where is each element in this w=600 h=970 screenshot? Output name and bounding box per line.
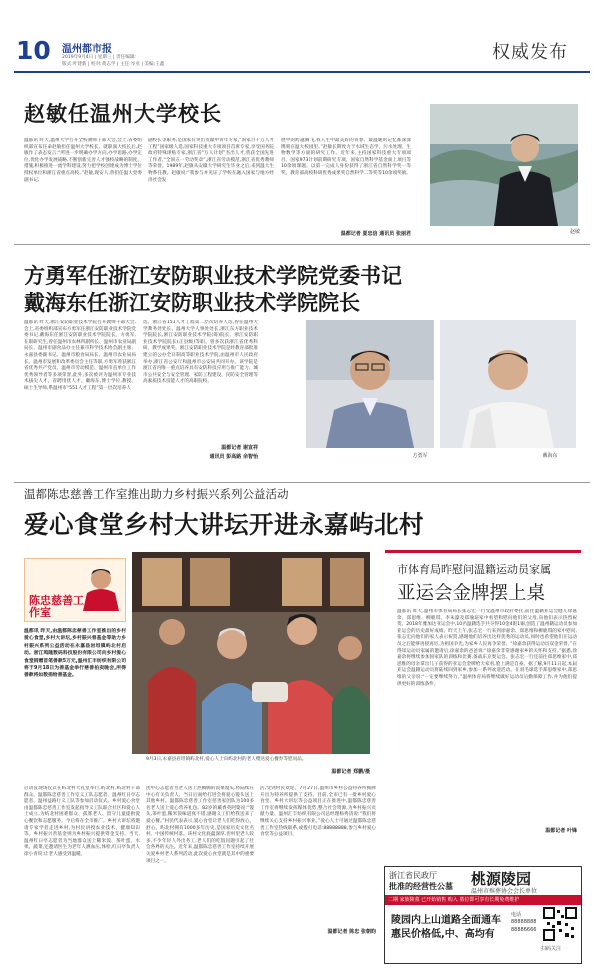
article-4-text: 温都讯 昨天,温州市体育局局长张志宏一行受温州市政府委托,前往温籍亚运会健儿徐嘉余、郑思维、柳鹿琪、李朱濠及郑瑜瑄家中看望和慰问他们的父母,向他们表示热烈祝贺。2018年雅加达亚运会中,10名温籍选手共夺得10金4银1铜,创造了温州籍运动员参加亚运会的历史最好成绩。昨天上午,张志宏一行来到徐嘉余、郑思维和柳鹿琪的家中慰问,张志宏向他们的家人表示祝贺,感谢他们培养出这样优秀的运动员,同时也希望他们在运动员之后能够再接再厉,为祖国争光,为家乡人民再争荣誉。“徐嘉余获得运动员双金荣誉。”在得知运动员家属的邀请后,徐嘉余的爸爸说:“徐嘉余非常感谢家乡的关怀和支持。”据悉,徐嘉余将继续参加国家队的训练和比赛,备战东京奥运会。张志宏一行还前往郑思维家中,郑思维的母亲拿出儿子获得的亚运会金牌给大家看,脸上满是自豪。据了解,9月11日起,本届亚运会温籍运动员将陆续回到家乡,参加一系列欢迎活动。在羽毛球选手郑思维家中,郑思维的父亲说:“一定要继续努力。”温州体育局将继续做好运动员后勤保障工作,并为他们提供更好的训练条件。 [397,609,577,687]
article-4-kicker: 市体育局昨慰问温籍运动员家属 [397,563,551,576]
ad-qr-label: 扫码关注 [541,946,562,952]
article-2-photo-2 [440,320,576,448]
divider-2 [14,482,590,483]
article-2-photo-1 [306,320,434,448]
page-number: 10 [16,36,51,65]
chenzhong-logo [24,558,126,622]
article-2-byline-2: 通讯员 彭高路 余智怡 [209,454,258,460]
date-line: 2019年9月4日 | 星期三 | 责任编辑: [62,55,136,60]
article-2-photo-2-caption: 戴海东 [542,453,558,459]
article-3-kicker: 温都陈忠慈善工作室推出助力乡村振兴系列公益活动 [24,487,289,501]
article-2-headline-1: 方勇军任浙江安防职业技术学院党委书记 [24,264,402,288]
article-3-photo-caption: 9月3日,永嘉县岩坦镇屿北村,爱心人士向屿北村的老人赠送爱心餐券等慰问品。 [146,757,307,762]
ad-qr-code [543,907,577,941]
ad-phone-label: 电话 [511,912,522,918]
article-3-photo [132,552,370,754]
ad-phone-2: 88886666 [511,927,537,933]
article-1-col-3: 展中的跨越腾飞,我人生中最美好的青春、最温暖的记忆都深深镌刻在温大校园里。”赵敏长期致力于水域生态学、污水处理、生物数学等方面的研究工作。近年来,主持国家科技重大专项项目、国家973计划前期研究专项、国家自然科学基金面上项目等10余项课题。以第一完成人身份获得了浙江省自然科学奖一等奖、教育部高校科研优秀成果奖自然科学二等奖等10余项奖励。 [281,138,411,176]
article-1-byline: 温都记者 夏忠信 通讯员 张丽君 [340,231,411,237]
article-3-col-3: 活,受到村民欢迎。7月27日,温州市乡村公益特养所揭牌开出为特养所提供了支持。目前,全市已有一批乡村爱心食堂、乡村大讲坛等公益项目正在推进中,温都陈忠慈善工作室将继续发挥媒体优势,整合社会资源,为乡村振兴贡献力量。温州汇丰纺织有限公司总经理杨秀清说:“我们将继续关心支持乡村振兴事业。”爱心人士可通过温都陈忠慈善工作室热线联系,或拨打电话:88888888,参与乡村爱心食堂等公益项目。 [260,786,376,838]
article-2-byline-1: 温都记者 谢宣祥 [221,445,258,451]
ad-line-2: 惠民价格低,中、高均有 [391,929,495,940]
editor-line: 版式:叶建新 | 校对:黄志学 | 主任:岑亚 | 美编:王鑫 [62,62,165,67]
ad-issuer: 浙江省民政厅 [389,871,437,880]
article-4-box [385,550,581,840]
article-1-photo-caption: 赵敏 [569,229,580,235]
article-1-col-1: 温都讯 昨天,温州大学召开全校教师干部大会,会上,省委组织部宣布任命赵敏担任温州大学校长。就职演大校长后,赵敏作了表态发言:“所进一步明确办学方向,办学思路,办学定位,优化办学发展战略,不断创新完善人才强校战略的制度、措施,积极推进一流学科建设,努力把学校创建成为博士学位授权单位和浙江省重点高校。”赵敏,现安人,曾担任温大党委副书记, [24,138,142,183]
article-2-col-2: 选、浙江省151人才工程第二层次培养人选,曾任温州大学教务处处长、温州大学人事处处长,浙江东方职业技术学院院长,浙江安防职业技术学院(筹)院长、浙江安防职业技术学院院长(正县级)等职。曾多次获浙江省优秀科研、教学成果奖。浙江安防职业技术学院是经教育部批准建立的公办全日制高等职业技术学院,由温州市人民政府举办,浙江省公安厅和温州市公安局共同开办。该学院是浙江省内唯一重点培养具有安防科技应用与推广能力、城市公共安全与安全管理、家防工程建设、民防安全管理等高素质技术技能人才的高职院校。 [143,320,258,385]
masthead [14,36,590,70]
ad-phone-1: 88888888 [511,919,537,925]
article-3-headline: 爱心食堂乡村大讲坛开进永嘉屿北村 [24,510,424,539]
article-3-col-1: 启动仪现场仪式在屿北村大礼堂举行,屿北村,屿北村干部群众、温都陈忠慈善工作室义工队志愿者、温州红日亭志愿者、温州益路行义工队等参加启动仪式。乡村爱心食堂由温都陈忠慈善工作室发起指导义工队联合社区和爱心人士成立,为屿北村困难群众、孤寡老人、留守儿童提供爱心餐饮和志愿服务。今后将在全市推广。乡村大讲坛将邀请专家学者走进乡村,为村民讲授农业技术、健康知识等。乡村振兴善基金则为乡村振兴提供资金支持。当天,温州红日亭志愿者为当地群众送上稀米饭、茶叶蛋、水果、蔬菜,还邀请医生为老年人测血压,体检,红日亭负责人徐小青说:让老人感受到温暖。 [24,786,140,857]
article-4-headline: 亚运会金牌摆上桌 [397,583,546,604]
article-3-photo-credit: 温都记者 郑鹏/摄 [331,769,370,775]
ad-brand-sub: 温州市殡葬协会会长单位 [471,888,538,895]
divider-1 [14,244,590,245]
cemetery-ad [384,866,582,964]
ad-issuer-sub: 批准的经营性公墓 [389,882,453,891]
ad-line-1: 陵园内上山道路全面通车 [391,915,501,926]
masthead-divider [14,71,590,73]
article-2-photo-1-caption: 方勇军 [412,453,428,459]
article-3-col-2: 团中心志愿者为老人送上热腾腾的饭菜馒头,将陆续在中心有关负责人、当日后面给打进会将爱心馒头送上其他乡村。温都陈忠慈善工作室慈善家团队为100多名老人送上爱心营养礼包。82岁的戴香英阿婆说:“馒头,茶叶蛋,稀米饭味道真不错,感谢义工们给我送来了爱心餐。”村民代表表示,爱心食堂让老人们吃得放心、舒心。屿北村拥有1000多年历史,是国家历史文化名村。中国传统村落。该村文化底蕴深厚,但村里老人较多,不少年轻人外出务工,老人们的吃饭问题引起了社会各界的关注。近年来,温都陈忠慈善工作室持续开展关爱乡村老人系列活动,此次爱心食堂就是其中的重要项目之一。 [146,786,254,864]
ad-strip: 二期 家族陵墓 已开始销售 购入 墓位即可享有长期免费维护 [385,895,581,905]
section-title: 权威发布 [492,42,568,63]
article-3-byline: 温都记者 陈忠 张朝昀 [327,929,376,935]
paper-name: 温州都市报 [62,44,112,55]
article-2-headline-2: 戴海东任浙江安防职业技术学院院长 [24,291,360,315]
ad-brand: 桃源陵园 [471,870,532,888]
article-1-col-2: 副校长等职务,是国家有突出贡献中青年专家,“国家百千万人才工程”国家级人选,国家科技重大专项项目首席专家,享受国务院政府特殊津贴专家,浙江省“万人计划”杰出人才,曾获全国先进工作者,“全国五一劳动奖章”,浙江省劳动模范,浙江省优秀教师等荣誉。1989年,赵敏从安徽大学研究生毕业之后,来到温大生物系任教。赵敏说:“我参与并见证了学校在融入国家与地方经济社会发 [148,138,274,183]
article-4-byline: 温都记者 叶锋 [545,828,577,834]
article-1-headline: 赵敏任温州大学校长 [24,102,222,126]
chenzhong-logo-text: 陈忠慈善工作室 [29,594,84,619]
article-3-sidebar: 温都讯 昨天,由温都陈忠慈善工作室推出的乡村爱心食堂,乡村大讲坛,乡村振兴普基金等助力乡村振兴系列公益活动在永嘉县岩坦镇屿北村启动。浙江鸣隆数码科技股份有限公司向乡村爱心食堂捐赠首笔善款5万元,温州汇丰纺织有限公司将于9月18日为善基金举行慈善拍卖晚会,所得善款将如数捐给善基金。 [24,629,126,679]
article-1-photo [430,104,578,226]
article-2-col-1: 温都讯 昨天,浙江安防职业技术学院召开教师干部大会,会上,省委组织部宣布方勇军任浙江安防职业技术学院党委书记,戴海东任浙江安防职业技术学院院长。方勇军,在职研究生,曾任温州市农林所副所长、温州市农业局副局长、温州市副食品办主任兼市科学技术协会副主席、永嘉县委副书记、温州市粮食局局长、温州市农业局局长、温州市发展和改革委员会主任等职,方勇军曾获浙江省优秀共产党员、温州市劳动模范、温州市直单位工作优秀领导者等多项荣誉,此外,多次被评为温州市专业技术拔尖人才、省聘用优人才。戴海东,博士学位,教授、硕士生导师,系温州市“551人才工程”第一层次培养人 [24,320,136,391]
